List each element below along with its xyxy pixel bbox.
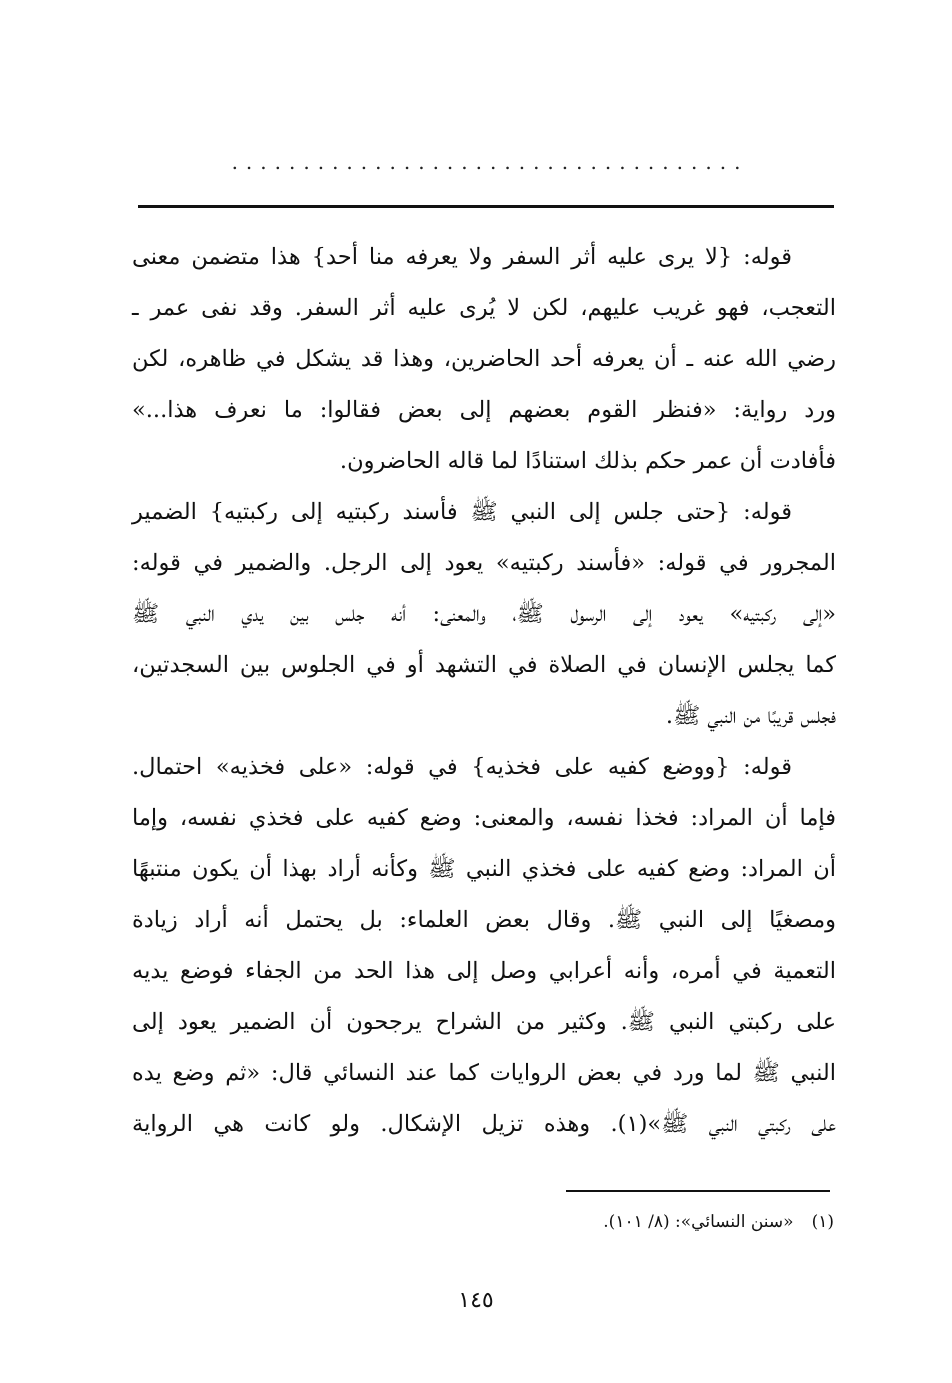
footnote (603, 1212, 834, 1232)
text-line: النبي ﷺ لما ورد في بعض الروايات كما عند النسائي قال: «ثم وضع يده (132, 1060, 836, 1086)
text-line: أن المراد: وضع كفيه على فخذي النبي ﷺ وكأنه أراد بهذا أن يكون منتبهًا (132, 856, 836, 882)
footnote-text: «سنن النسائي»: (٨/ ١٠١). (603, 1212, 794, 1232)
text-line: رضي الله عنه ـ أن يعرفه أحد الحاضرين، وهذا قد يشكل في ظاهره، لكن (132, 346, 836, 372)
text-line: قوله: {لا يرى عليه أثر السفر ولا يعرفه منا أحد} هذا متضمن معنى (132, 244, 792, 270)
page-number: ١٤٥ (458, 1288, 494, 1313)
text-line: ورد رواية: «فنظر القوم بعضهم إلى بعض فقالوا: ما نعرف هذا...» (132, 397, 836, 423)
paragraph-3 (132, 742, 836, 1150)
text-line: قوله: {ووضع كفيه على فخذيه} في قوله: «على فخذيه» احتمال. (132, 754, 792, 780)
text-line: على ركبتي النبي ﷺ. وكثير من الشراح يرجحون أن الضمير يعود إلى (132, 1009, 836, 1035)
paragraph-2 (132, 487, 836, 742)
text-line: فأفادت أن عمر حكم بذلك استنادًا لما قاله الحاضرون. (339, 448, 836, 474)
text-line: «إلى ركبتيه» يعود إلى الرسول ﷺ، والمعنى: أنه جلس بين يدي النبي ﷺ (132, 601, 836, 627)
footnote-number: (١) (811, 1212, 834, 1232)
text-line: المجرور في قوله: «فأسند ركبتيه» يعود إلى الرجل. والضمير في قوله: (132, 550, 836, 576)
text-line: فإما أن المراد: فخذا نفسه، والمعنى: وضع كفيه على فخذي نفسه، وإما (132, 805, 836, 831)
text-line: فجلس قريبًا من النبي ﷺ. (665, 703, 836, 729)
text-line: التعجب، فهو غريب عليهم، لكن لا يُرى عليه أثر السفر. وقد نفى عمر ـ (132, 295, 836, 321)
footnote-rule (566, 1190, 830, 1192)
text-line: على ركبتي النبي ﷺ»(١). وهذه تزيل الإشكال. ولو كانت هي الرواية (132, 1111, 837, 1137)
text-line: ومصغيًا إلى النبي ﷺ. وقال بعض العلماء: بل يحتمل أنه أراد زيادة (132, 907, 836, 933)
header-dotted-line: .................................... (231, 150, 749, 174)
header-rule (138, 205, 834, 208)
main-text (132, 232, 836, 1150)
text-line: قوله: {حتى جلس إلى النبي ﷺ فأسند ركبتيه إلى ركبتيه} الضمير (132, 499, 792, 525)
text-line: التعمية في أمره، وأنه أعرابي وصل إلى هذا الحد من الجفاء فوضع يديه (132, 958, 836, 984)
text-line: كما يجلس الإنسان في الصلاة في التشهد أو في الجلوس بين السجدتين، (132, 652, 836, 678)
paragraph-1 (132, 232, 836, 487)
